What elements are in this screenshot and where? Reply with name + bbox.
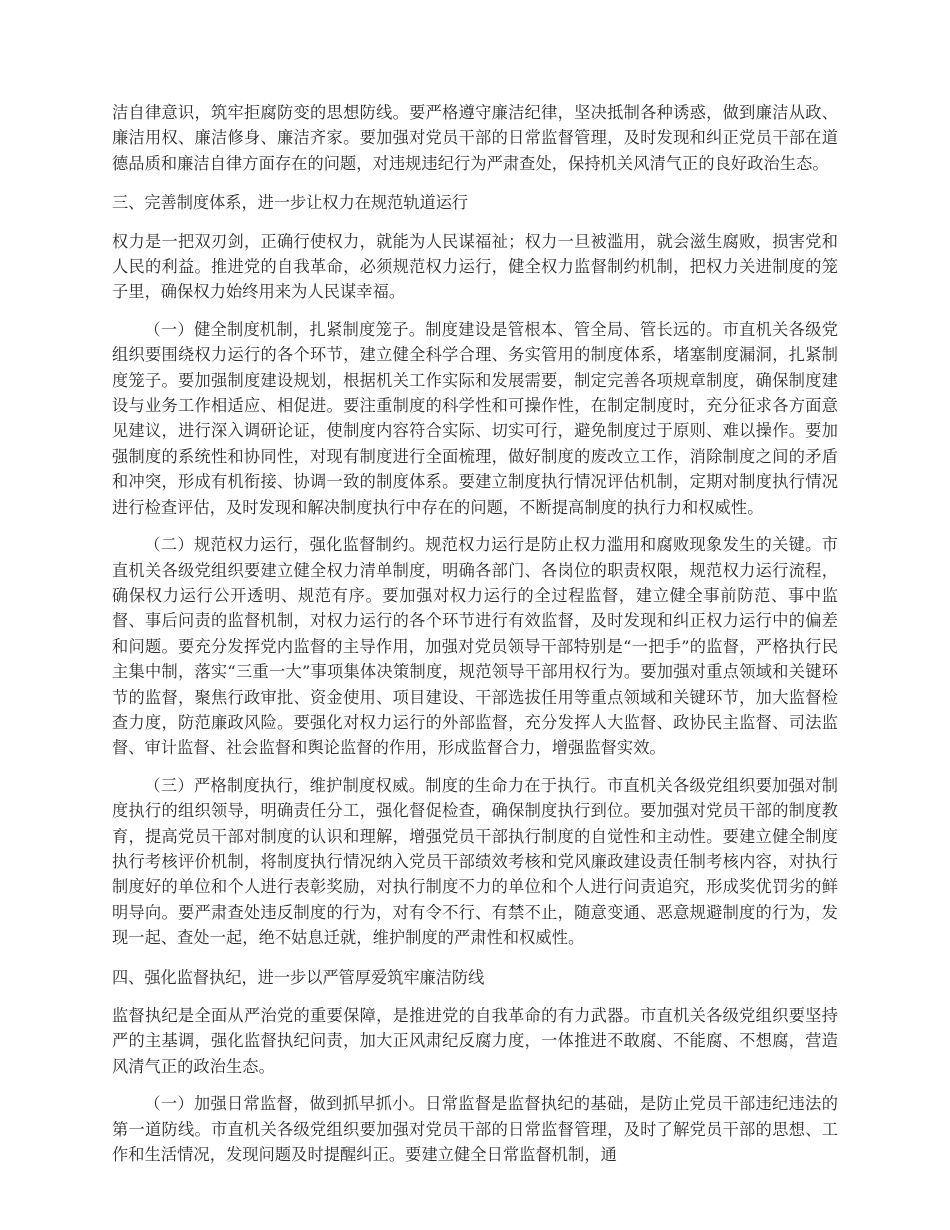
paragraph-continued: 洁自律意识，筑牢拒腐防变的思想防线。要严格遵守廉洁纪律，坚决抵制各种诱惑，做到廉洁从政、廉洁用权、廉洁修身、廉洁齐家。要加强对党员干部的日常监督管理，及时发现和纠正党员干部在道德品质和廉洁自律方面存在的问题，对违规违纪行为严肃查处，保持机关风清气正的良好政治生态。 [112,103,838,173]
paragraph-three-two: （二）规范权力运行，强化监督制约。规范权力运行是防止权力滥用和腐败现象发生的关键。市直机关各级党组织要建立健全权力清单制度，明确各部门、各岗位的职责权限，规范权力运行流程，确保权力运行公开透明、规范有序。要加强对权力运行的全过程监督，建立健全事前防范、事中监督、事后问责的监督机制，对权力运行的各个环节进行有效监督，及时发现和纠正权力运行中的偏差和问题。要充分发挥党内监督的主导作用，加强对党员领导干部特别是“一把手”的监督，严格执行民主集中制，落实“三重一大”事项集体决策制度，规范领导干部用权行为。要加强对重点领域和关键环节的监督，聚焦行政审批、资金使用、项目建设、干部选拔任用等重点领域和关键环节，加大监督检查力度，防范廉政风险。要强化对权力运行的外部监督，充分发挥人大监督、政协民主监督、司法监督、审计监督、社会监督和舆论监督的作用，形成监督合力，增强监督实效。 [112,535,838,758]
document-body [112,100,838,1167]
paragraph-section-four-intro: 监督执纪是全面从严治党的重要保障，是推进党的自我革命的有力武器。市直机关各级党组织要坚持严的主基调，强化监督执纪问责，加大正风肃纪反腐力度，一体推进不敢腐、不能腐、不想腐，营造风清气正的政治生态。 [112,1006,838,1076]
section-heading-three: 三、完善制度体系，进一步让权力在规范轨道运行 [112,193,469,213]
paragraph-section-three-intro: 权力是一把双刃剑，正确行使权力，就能为人民谋福祉；权力一旦被滥用，就会滋生腐败，损害党和人民的利益。推进党的自我革命，必须规范权力运行，健全权力监督制约机制，把权力关进制度的笼子里，确保权力始终用来为人民谋幸福。 [112,231,838,302]
paragraph-three-three: （三）严格制度执行，维护制度权威。制度的生命力在于执行。市直机关各级党组织要加强对制度执行的组织领导，明确责任分工，强化督促检查，确保制度执行到位。要加强对党员干部的制度教育，提高党员干部对制度的认识和理解，增强党员干部执行制度的自觉性和主动性。要建立健全制度执行考核评价机制，将制度执行情况纳入党员干部绩效考核和党风廉政建设责任制考核内容，对执行制度好的单位和个人进行表彰奖励，对执行制度不力的单位和个人进行问责追究，形成奖优罚劣的鲜明导向。要严肃查处违反制度的行为，对有令不行、有禁不止，随意变通、恶意规避制度的行为，发现一起、查处一起，绝不姑息迁就，维护制度的严肃性和权威性。 [112,775,838,948]
paragraph-four-one: （一）加强日常监督，做到抓早抓小。日常监督是监督执纪的基础，是防止党员干部违纪违法的第一道防线。市直机关各级党组织要加强对党员干部的日常监督管理，及时了解党员干部的思想、工作和生活情况，发现问题及时提醒纠正。要建立健全日常监督机制，通 [112,1094,838,1165]
section-heading-four: 四、强化监督执纪，进一步以严管厚爱筑牢廉洁防线 [112,967,485,987]
paragraph-three-one: （一）健全制度机制，扎紧制度笼子。制度建设是管根本、管全局、管长远的。市直机关各级党组织要围绕权力运行的各个环节，建立健全科学合理、务实管用的制度体系，堵塞制度漏洞，扎紧制度笼子。要加强制度建设规划，根据机关工作实际和发展需要，制定完善各项规章制度，确保制度建设与业务工作相适应、相促进。要注重制度的科学性和可操作性，在制定制度时，充分征求各方面意见建议，进行深入调研论证，使制度内容符合实际、切实可行，避免制度过于原则、难以操作。要加强制度的系统性和协同性，对现有制度进行全面梳理，做好制度的废改立工作，消除制度之间的矛盾和冲突，形成有机衔接、协调一致的制度体系。要建立制度执行情况评估机制，定期对制度执行情况进行检查评估，及时发现和解决制度执行中存在的问题，不断提高制度的执行力和权威性。 [112,319,838,517]
